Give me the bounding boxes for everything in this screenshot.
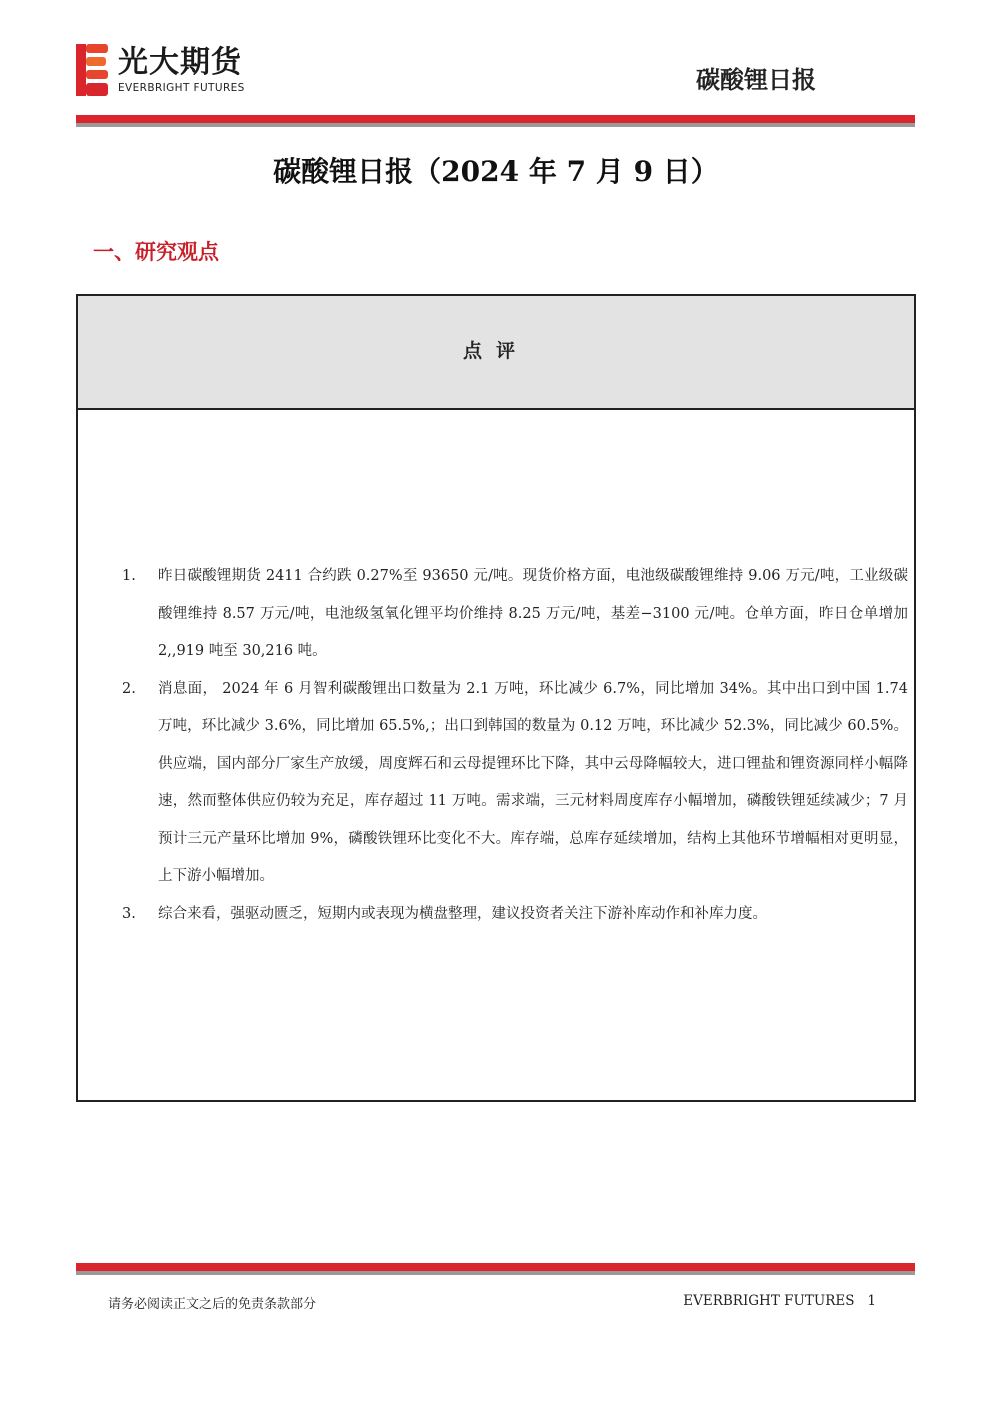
comment-list <box>78 558 914 933</box>
report-type-title: 碳酸锂日报 <box>696 66 816 94</box>
list-item-text: 消息面， 2024 年 6 月智利碳酸锂出口数量为 2.1 万吨，环比减少 6.7%，同比增加 34%。其中出口到中国 1.74 万吨，环比减少 3.6%，同比增加 65.5%,；出口到韩国的数量为 0.12 万吨，环比减少 52.3%，同比减少 60.5%。供应端，国内部分厂家生产放缓，周度辉石和云母提锂环比下降，其中云母降幅较大，进口锂盐和锂资源同样小幅降速，然而整体供应仍较为充足，库存超过 11 万吨。需求端，三元材料周度库存小幅增加，磷酸铁锂延续减少；7 月预计三元产量环比增加 9%，磷酸铁锂环比变化不大。库存端，总库存延续增加，结构上其他环节增幅相对更明显，上下游小幅增加。 <box>158 680 908 884</box>
footer-company-page <box>683 1293 876 1309</box>
everbright-logo-icon <box>76 42 110 98</box>
section-heading: 一、研究观点 <box>93 240 219 264</box>
footer-company: EVERBRIGHT FUTURES <box>683 1293 855 1309</box>
comment-box <box>76 294 916 1102</box>
footer-disclaimer: 请务必阅读正文之后的免责条款部分 <box>108 1297 317 1312</box>
list-item-number: 2. <box>122 680 136 697</box>
footer-divider-grey <box>76 1271 915 1275</box>
list-item-text: 昨日碳酸锂期货 2411 合约跌 0.27%至 93650 元/吨。现货价格方面，电池级碳酸锂维持 9.06 万元/吨，工业级碳酸锂维持 8.57 万元/吨，电池级氢氧化锂平均价维持 8.25 万元/吨，基差−3100 元/吨。仓单方面，昨日仓单增加 2,,919 吨至 30,216 吨。 <box>158 568 908 659</box>
header-divider-red <box>76 115 915 123</box>
comment-box-header-label: 点评 <box>462 340 529 362</box>
list-item-number: 1. <box>122 568 136 584</box>
list-item-text: 综合来看，强驱动匮乏，短期内或表现为横盘整理，建议投资者关注下游补库动作和补库力度。 <box>158 905 767 922</box>
logo-chinese-name: 光大期货 <box>118 45 242 80</box>
header-divider-grey <box>76 123 915 127</box>
comment-box-header <box>78 296 914 410</box>
list-item <box>78 558 914 671</box>
list-item-number: 3. <box>122 905 136 922</box>
document-title: 碳酸锂日报（2024 年 7 月 9 日） <box>273 155 719 188</box>
list-item <box>78 671 914 896</box>
list-item <box>78 896 914 934</box>
footer-divider-red <box>76 1263 915 1271</box>
company-logo <box>76 42 286 98</box>
page-number: 1 <box>867 1293 876 1309</box>
logo-english-name: EVERBRIGHT FUTURES <box>118 82 245 94</box>
